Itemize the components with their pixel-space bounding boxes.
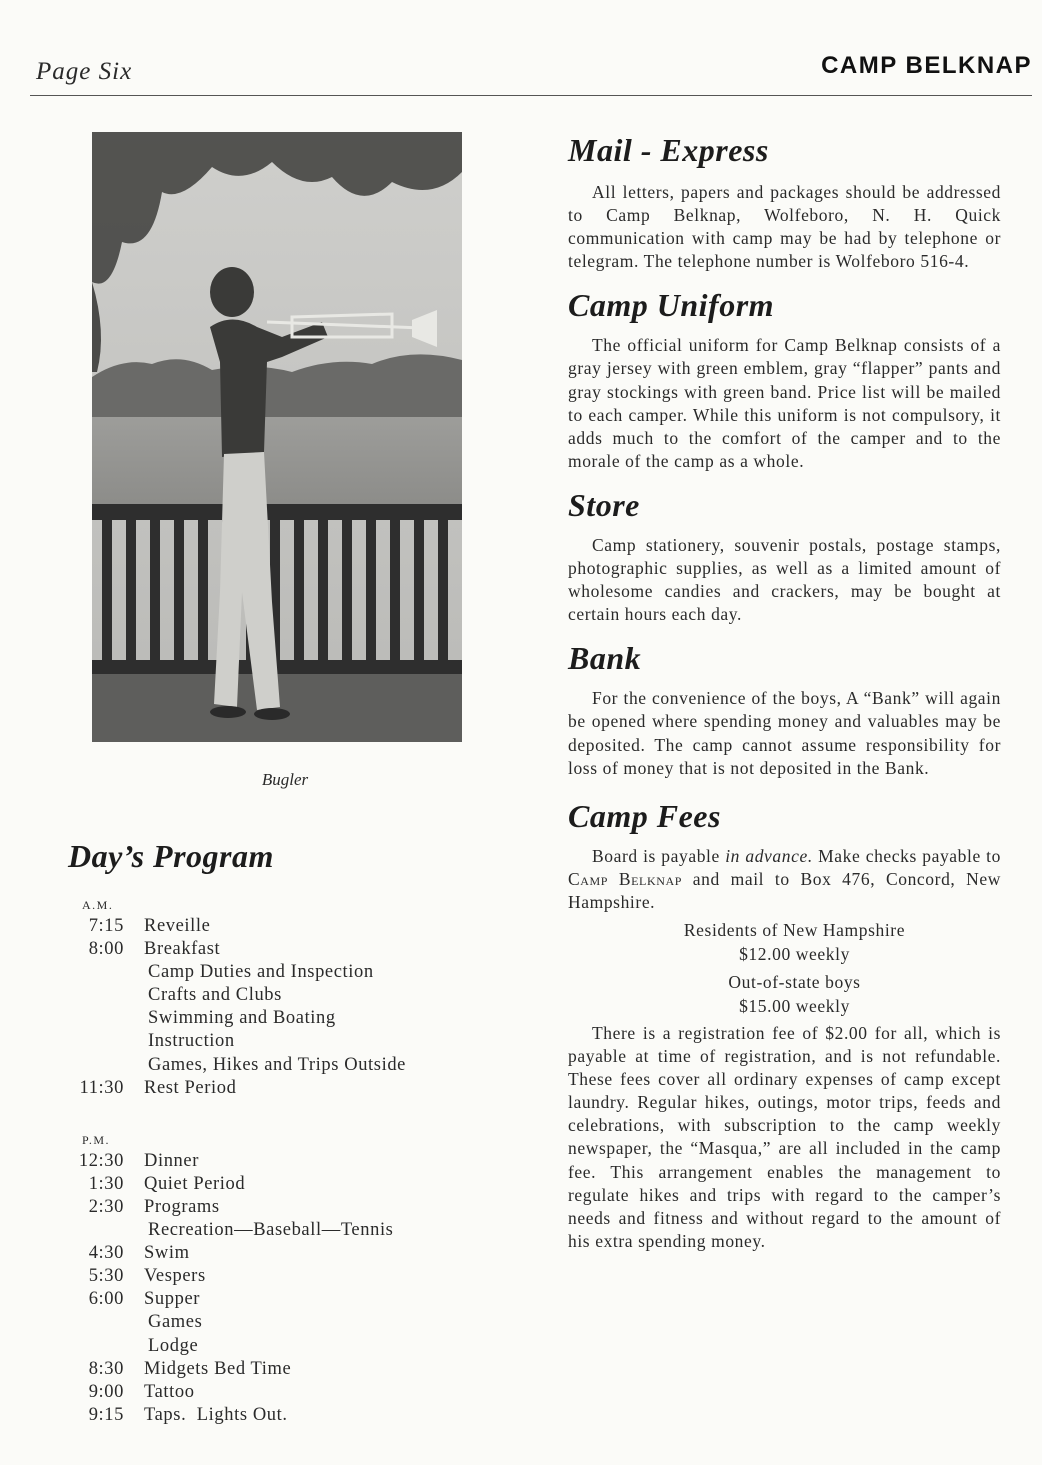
- camp-fees-section: [568, 798, 1001, 1253]
- photo-caption: Bugler: [261, 770, 309, 789]
- schedule-activity: Supper: [144, 1289, 201, 1310]
- fees-intro-text: Board is payable: [592, 845, 726, 866]
- right-column: [568, 132, 1001, 1253]
- schedule-row: [62, 1242, 482, 1265]
- bugler-photo: [92, 132, 462, 742]
- out-of-state-rate: $15.00 weekly: [739, 995, 850, 1016]
- schedule-activity: Vespers: [144, 1266, 206, 1287]
- schedule-row: [62, 1265, 482, 1288]
- schedule-row: [62, 1030, 482, 1053]
- schedule-row: [62, 1007, 482, 1030]
- schedule-row: [62, 1077, 482, 1100]
- schedule-activity: Crafts and Clubs: [148, 985, 282, 1006]
- store-section: [568, 487, 1001, 626]
- schedule-activity: Swim: [144, 1243, 190, 1264]
- schedule-time: 9:00: [88, 1381, 124, 1402]
- schedule-activity: Breakfast: [144, 939, 221, 960]
- schedule-activity: Games: [148, 1312, 203, 1333]
- days-program-heading: Day’s Program: [68, 838, 274, 874]
- schedule-activity: Swimming and Boating: [148, 1008, 336, 1029]
- schedule-row: [62, 938, 482, 961]
- schedule-row: [62, 1404, 482, 1427]
- resident-label: Residents of New Hampshire: [683, 919, 906, 940]
- schedule-row: [62, 1335, 482, 1358]
- fees-payee: Camp Belknap: [568, 868, 683, 889]
- schedule-time: [62, 1335, 144, 1358]
- bank-heading: Bank: [568, 640, 642, 677]
- schedule-activity: Instruction: [148, 1031, 235, 1052]
- bugler-photo-image: [92, 132, 462, 742]
- schedule-activity: Dinner: [144, 1150, 199, 1171]
- schedule-row: [62, 1381, 482, 1404]
- schedule-activity: Programs: [144, 1196, 220, 1217]
- camp-fees-body: There is a registration fee of $2.00 for all, which is payable at time of registration, and is not refundable. These fees cover all ordinary expenses of camp except laundry. Regular hikes, outings, motor trips, feeds and celebrations, with subscription to the camp weekly newspaper, the “Masqua,” are all included in the camp fee. This arrangement enables the management to regulate hikes and trips with regard to the camper’s needs and fitness and without regard to the amount of his extra spending money.: [568, 1022, 1001, 1251]
- schedule-time: [62, 984, 144, 1007]
- schedule-time: [62, 1054, 144, 1077]
- schedule-activity: Rest Period: [144, 1077, 237, 1098]
- schedule-row: [62, 1054, 482, 1077]
- schedule-time: [62, 1219, 144, 1242]
- schedule-row: [62, 984, 482, 1007]
- schedule-time: 2:30: [88, 1196, 124, 1217]
- schedule-time: 5:30: [88, 1266, 124, 1287]
- schedule-activity: Reveille: [144, 916, 211, 936]
- resident-rate: $12.00 weekly: [739, 943, 850, 964]
- schedule-row: [62, 1288, 482, 1311]
- schedule-activity: Midgets Bed Time: [144, 1358, 292, 1379]
- schedule-time: 9:15: [88, 1404, 124, 1425]
- camp-fees-heading: Camp Fees: [568, 797, 721, 834]
- schedule-activity: Taps. Lights Out.: [144, 1404, 288, 1425]
- schedule-row: [62, 1150, 482, 1173]
- fees-intro-emphasis: in advance.: [725, 845, 813, 866]
- camp-uniform-heading: Camp Uniform: [568, 287, 775, 324]
- days-program-schedule: [62, 895, 482, 1427]
- pm-label: P.M.: [82, 1132, 111, 1147]
- bank-body: For the convenience of the boys, A “Bank” will again be opened where spending money and valuables may be deposited. The camp cannot assume responsibility for loss of money that is not deposited in the Bank.: [568, 688, 1001, 778]
- camp-title: CAMP BELKNAP: [821, 52, 1032, 79]
- fees-intro-text: Make checks payable to: [812, 845, 1001, 866]
- fees-intro-text: and mail to Box 476, Concord, New Hampshire.: [568, 868, 1001, 912]
- schedule-activity: Lodge: [148, 1335, 199, 1356]
- schedule-time: 11:30: [79, 1077, 124, 1098]
- schedule-row: [62, 1196, 482, 1219]
- schedule-activity: Recreation—Baseball—Tennis: [148, 1220, 394, 1241]
- schedule-time: [62, 1030, 144, 1053]
- mail-express-section: [568, 132, 1001, 273]
- schedule-activity: Camp Duties and Inspection: [148, 962, 374, 983]
- schedule-activity: Games, Hikes and Trips Outside: [148, 1054, 406, 1075]
- camp-fees-intro: [568, 845, 1001, 914]
- schedule-row: [62, 1219, 482, 1242]
- mail-express-body: All letters, papers and packages should be addressed to Camp Belknap, Wolfeboro, N. H. Quick communication with camp may be had by telephone or telegram. The telephone number is Wolfeboro 516-4.: [568, 182, 1001, 272]
- schedule-time: 8:30: [88, 1358, 124, 1379]
- out-of-state-label: Out-of-state boys: [728, 971, 861, 992]
- schedule-time: [62, 961, 144, 984]
- schedule-time: 4:30: [88, 1243, 124, 1264]
- header-rule: [30, 95, 1032, 96]
- schedule-time: 1:30: [88, 1173, 124, 1194]
- schedule-time: 6:00: [88, 1289, 124, 1310]
- schedule-row: [62, 961, 482, 984]
- store-body: Camp stationery, souvenir postals, postage stamps, photographic supplies, as well as a limited amount of wholesome candies and crackers, may be bought at certain hours each day.: [568, 534, 1001, 625]
- schedule-row: [62, 1311, 482, 1334]
- camp-uniform-body: The official uniform for Camp Belknap consists of a gray jersey with green emblem, gray “flapper” pants and gray stockings with green band. Price list will be mailed to each camper. While this uniform is not compulsory, it adds much to the comfort of the camper and to the morale of the camp as a whole.: [568, 335, 1001, 471]
- schedule-activity: Tattoo: [144, 1381, 195, 1402]
- schedule-row: [62, 915, 482, 938]
- schedule-row: [62, 1358, 482, 1381]
- schedule-time: [62, 1007, 144, 1030]
- camp-uniform-section: [568, 287, 1001, 473]
- schedule-activity: Quiet Period: [144, 1173, 246, 1194]
- am-label: A.M.: [82, 898, 114, 912]
- schedule-time: 7:15: [88, 916, 124, 936]
- store-heading: Store: [568, 486, 640, 523]
- schedule-time: [62, 1311, 144, 1334]
- mail-express-heading: Mail - Express: [568, 132, 769, 168]
- page-number: Page Six: [36, 58, 133, 85]
- schedule-time: 8:00: [88, 939, 124, 960]
- bank-section: [568, 640, 1001, 779]
- schedule-time: 12:30: [78, 1150, 124, 1171]
- schedule-row: [62, 1173, 482, 1196]
